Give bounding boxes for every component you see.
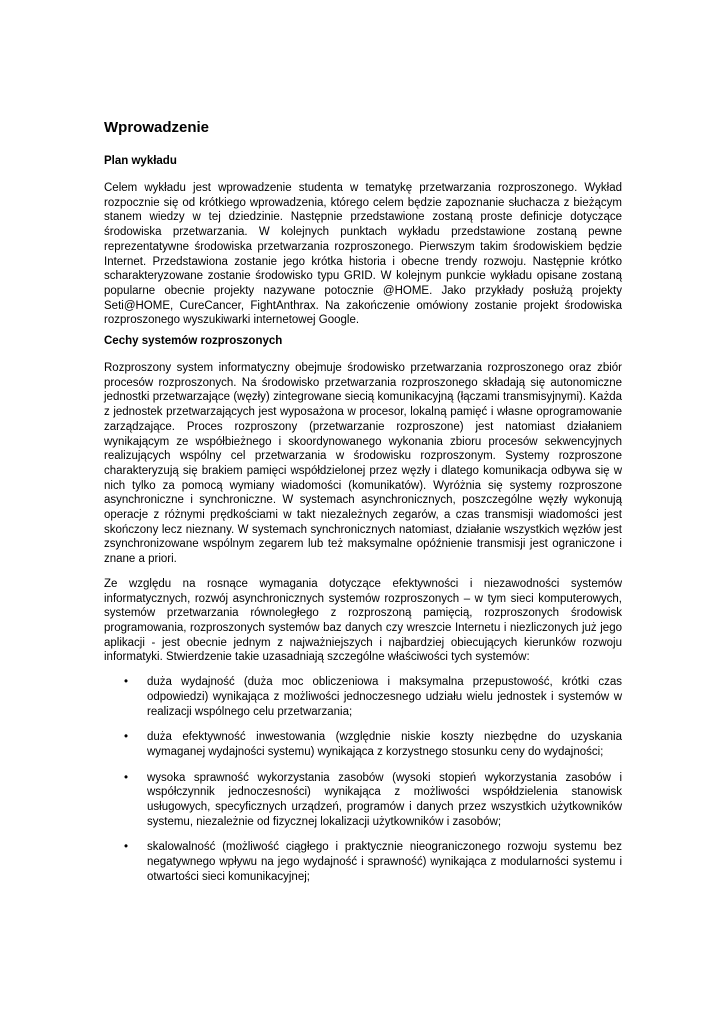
list-item-text: duża wydajność (duża moc obliczeniowa i maksymalna przepustowość, krótki czas odpowiedzi) wynikająca z możliwości jednoczesnego udziału wielu jednostek i systemów w realizacji wspólnego celu przetwarzania; [147,676,622,718]
page-title: Wprowadzenie [104,119,210,136]
section-heading-cechy: Cechy systemów rozproszonych [104,335,283,348]
paragraph-plan: Celem wykładu jest wprowadzenie studenta w tematykę przetwarzania rozproszonego. Wykład rozpocznie się od krótkiego wprowadzenia, którego celem będzie zapoznanie słuchacza z bieżącym stanem wiedzy w tej dziedzinie. Następnie przedstawione zostaną proste definicje dotyczące środowiska przetwarzania. W kolejnych punktach wykładu przedstawione zostaną pewne reprezentatywne środowiska przetwarzania rozproszonego. Pierwszym takim środowiskiem będzie Internet. Przedstawiona zostanie jego krótka historia i obecne trendy rozwoju. Następnie krótko scharakteryzowane zostanie środowisko typu GRID. W kolejnym punkcie wykładu opisane zostaną popularne obecnie projekty nazywane potocznie @HOME. Jako przykłady posłużą projekty Seti@HOME, CureCancer, FightAnthrax. Na zakończenie omówiony zostanie projekt środowiska rozproszonego wyszukiwarki internetowej Google. [104,182,622,327]
bullet-icon: • [124,771,129,784]
list-item [104,840,622,884]
paragraph-definition: Rozproszony system informatyczny obejmuje środowisko przetwarzania rozproszonego oraz zbiór procesów rozproszonych. Na środowisko przetwarzania rozproszonego składają się autonomiczne jednostki przetwarzające (węzły) zintegrowane siecią komunikacyjną (łączami transmisyjnymi). Każda z jednostek przetwarzających jest wyposażona w procesor, lokalną pamięć i własne oprogramowanie zarządzające. Proces rozproszony (przetwarzanie rozproszone) jest natomiast działaniem wynikającym ze współbieżnego i skoordynowanego wykonania zbioru procesów sekwencyjnych realizujących wspólny cel przetwarzania w środowisku rozproszonym. Systemy rozproszone charakteryzują się brakiem pamięci współdzielonej przez węzły i dlatego komunikacja odbywa się w nich tylko za pomocą wymiany wiadomości (komunikatów). Wyróżnia się systemy rozproszone asynchroniczne i synchroniczne. W systemach asynchronicznych, poszczególne węzły wykonują operacje z różnymi prędkościami w takt niezależnych zegarów, a czas transmisji wiadomości jest skończony lecz nieznany. W systemach synchronicznych natomiast, działanie wszystkich węzłów jest zsynchronizowane wspólnym zegarem lub też maksymalne opóźnienie transmisji jest ograniczone i znane a priori. [104,362,622,566]
bullet-icon: • [124,841,129,854]
document-page [104,118,622,896]
properties-list [104,675,622,884]
list-item [104,675,622,719]
list-item-text: skalowalność (możliwość ciągłego i praktycznie nieograniczonego rozwoju systemu bez negatywnego wpływu na jego wydajność i sprawność) wynikająca z modularności systemu i otwartości sieci komunikacyjnej; [147,841,622,883]
bullet-icon: • [124,676,129,689]
list-item-text: duża efektywność inwestowania (względnie niskie koszty niezbędne do uzyskania wymaganej wydajności systemu) wynikająca z korzystnego stosunku ceny do wydajności; [147,731,622,758]
list-item-text: wysoka sprawność wykorzystania zasobów (wysoki stopień wykorzystania zasobów i współczynnik jednoczesności) wynikająca z możliwości współdzielenia stanowisk usługowych, specyficznych urządzeń, programów i danych przez wszystkich użytkowników systemu, niezależnie od fizycznej lokalizacji użytkowników i zasobów; [147,771,622,828]
paragraph-motivation: Ze względu na rosnące wymagania dotyczące efektywności i niezawodności systemów informatycznych, rozwój asynchronicznych systemów rozproszonych – w tym sieci komputerowych, systemów przetwarzania równoległego z rozproszoną pamięcią, rozproszonych środowisk programowania, rozproszonych systemów baz danych czy wreszcie Internetu i niezliczonych już jego aplikacji - jest obecnie jednym z najważniejszych i najbardziej obiecujących kierunków rozwoju informatyki. Stwierdzenie takie uzasadniają szczególne właściwości tych systemów: [104,577,622,664]
bullet-icon: • [124,731,129,744]
section-heading-plan: Plan wykładu [104,155,177,167]
list-item [104,771,622,830]
list-item [104,730,622,759]
